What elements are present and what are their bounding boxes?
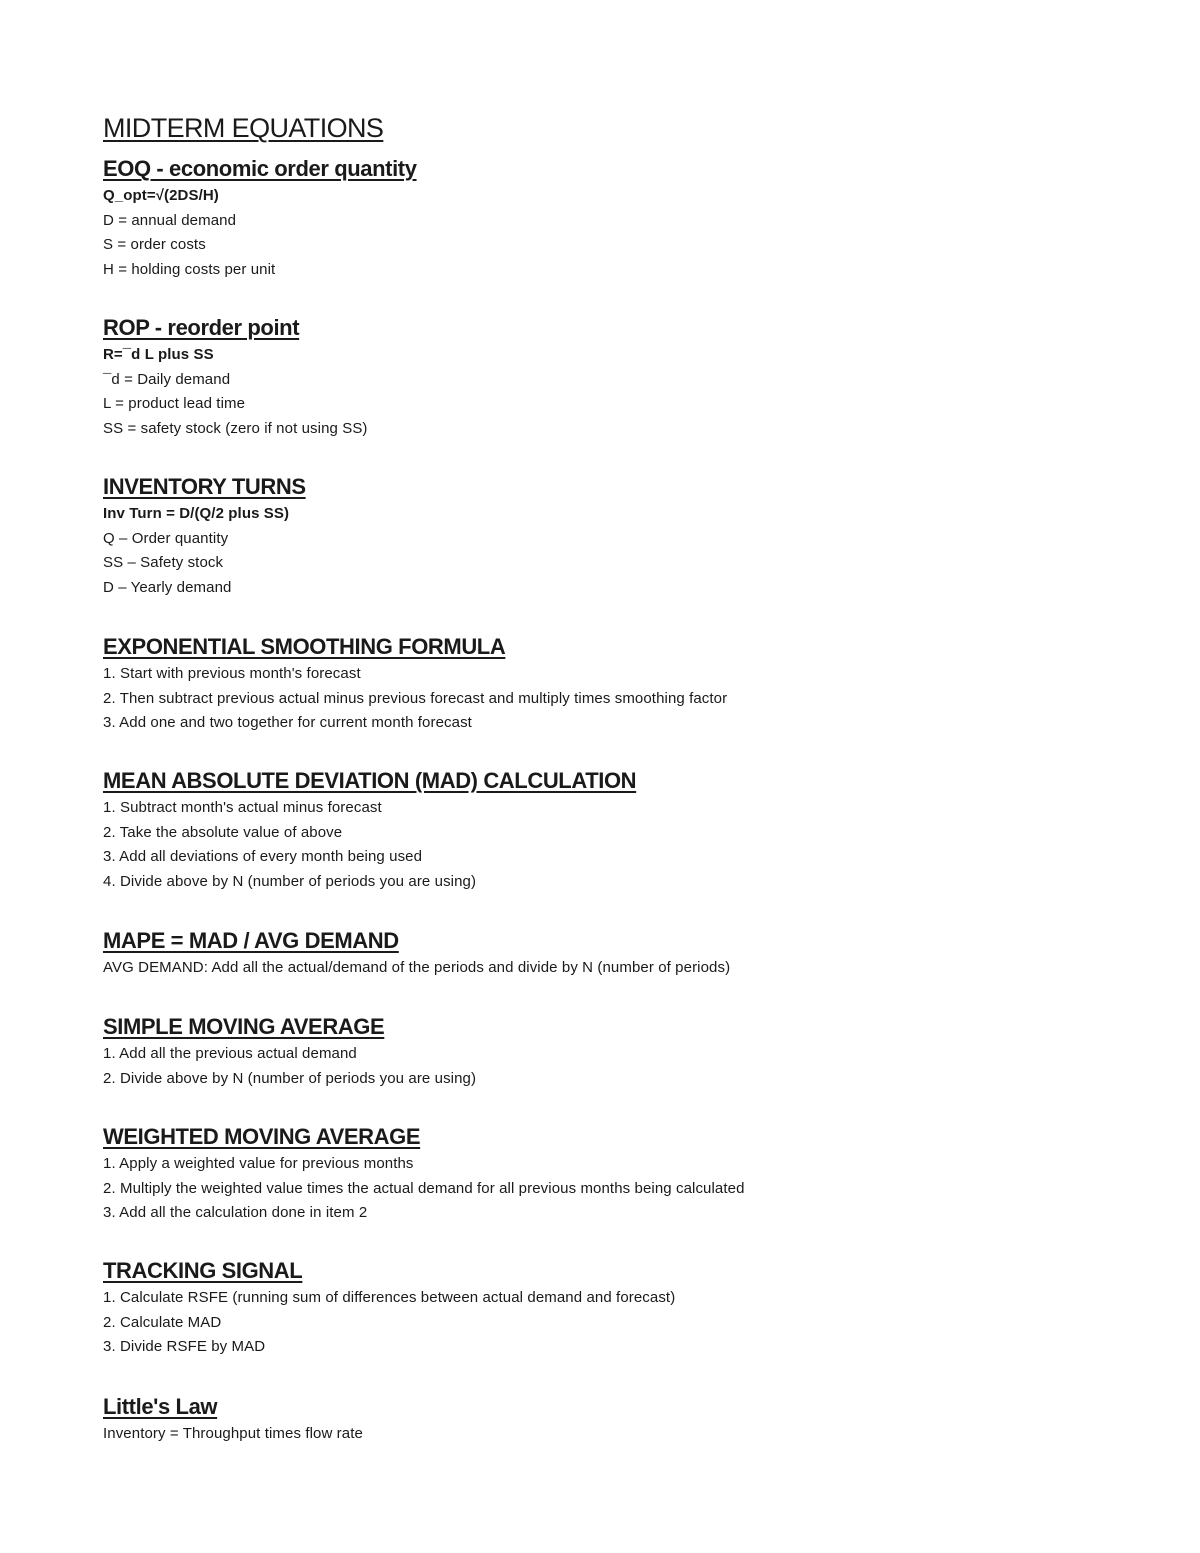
section-heading: MAPE = MAD / AVG DEMAND (103, 928, 399, 953)
definition-line: S = order costs (103, 236, 206, 254)
section-heading: Little's Law (103, 1394, 218, 1419)
definition-line: Q – Order quantity (103, 529, 229, 547)
section-heading: TRACKING SIGNAL (103, 1258, 303, 1283)
step-line: 3. Add one and two together for current month forecast (103, 714, 472, 732)
section-tracking-signal (103, 1256, 1103, 1392)
step-line: 4. Divide above by N (number of periods you are using) (103, 872, 477, 890)
section-simple-moving-average (103, 1012, 1103, 1122)
step-line: 1. Add all the previous actual demand (103, 1045, 357, 1062)
definition-line: H = holding costs per unit (103, 260, 276, 278)
step-line: 1. Subtract month's actual minus forecast (103, 799, 382, 816)
section-exponential-smoothing (103, 632, 1103, 766)
document-page (103, 108, 1103, 1452)
step-line: Inventory = Throughput times flow rate (103, 1425, 363, 1442)
definition-line: SS – Safety stock (103, 554, 224, 572)
section-eoq (103, 154, 1103, 313)
step-line: 3. Add all the calculation done in item 2 (103, 1204, 368, 1222)
section-weighted-moving-average (103, 1122, 1103, 1256)
section-heading: MEAN ABSOLUTE DEVIATION (MAD) CALCULATION (103, 768, 637, 793)
step-line: 2. Multiply the weighted value times the actual demand for all previous months being calculated (103, 1179, 745, 1197)
step-line: 2. Calculate MAD (103, 1313, 222, 1331)
formula: R=¯d L plus SS (103, 346, 214, 363)
step-line: 2. Divide above by N (number of periods you are using) (103, 1069, 477, 1087)
step-line: AVG DEMAND: Add all the actual/demand of the periods and divide by N (number of periods) (103, 959, 731, 976)
document-title: MIDTERM EQUATIONS (103, 113, 384, 143)
formula: Q_opt=√(2DS/H) (103, 187, 219, 204)
section-inventory-turns (103, 472, 1103, 632)
section-heading: EXPONENTIAL SMOOTHING FORMULA (103, 634, 506, 659)
section-heading: ROP - reorder point (103, 315, 300, 340)
definition-line: D – Yearly demand (103, 578, 232, 596)
step-line: 2. Then subtract previous actual minus previous forecast and multiply times smoothing factor (103, 689, 728, 707)
step-line: 1. Apply a weighted value for previous months (103, 1155, 414, 1172)
step-line: 3. Add all deviations of every month being used (103, 848, 423, 866)
step-line: 1. Calculate RSFE (running sum of differences between actual demand and forecast) (103, 1289, 676, 1306)
section-mape (103, 926, 1103, 1012)
step-line: 3. Divide RSFE by MAD (103, 1338, 266, 1356)
section-littles-law (103, 1392, 1103, 1452)
section-rop (103, 313, 1103, 472)
section-mad (103, 766, 1103, 926)
step-line: 2. Take the absolute value of above (103, 823, 343, 841)
step-line: 1. Start with previous month's forecast (103, 665, 361, 682)
definition-line: SS = safety stock (zero if not using SS) (103, 419, 368, 437)
definition-line: L = product lead time (103, 395, 246, 413)
section-heading: EOQ - economic order quantity (103, 156, 417, 181)
section-heading: WEIGHTED MOVING AVERAGE (103, 1124, 421, 1149)
formula: Inv Turn = D/(Q/2 plus SS) (103, 505, 290, 522)
definition-line: D = annual demand (103, 211, 237, 229)
definition-line: ¯d = Daily demand (103, 370, 231, 388)
section-heading: INVENTORY TURNS (103, 474, 306, 499)
section-heading: SIMPLE MOVING AVERAGE (103, 1014, 385, 1039)
